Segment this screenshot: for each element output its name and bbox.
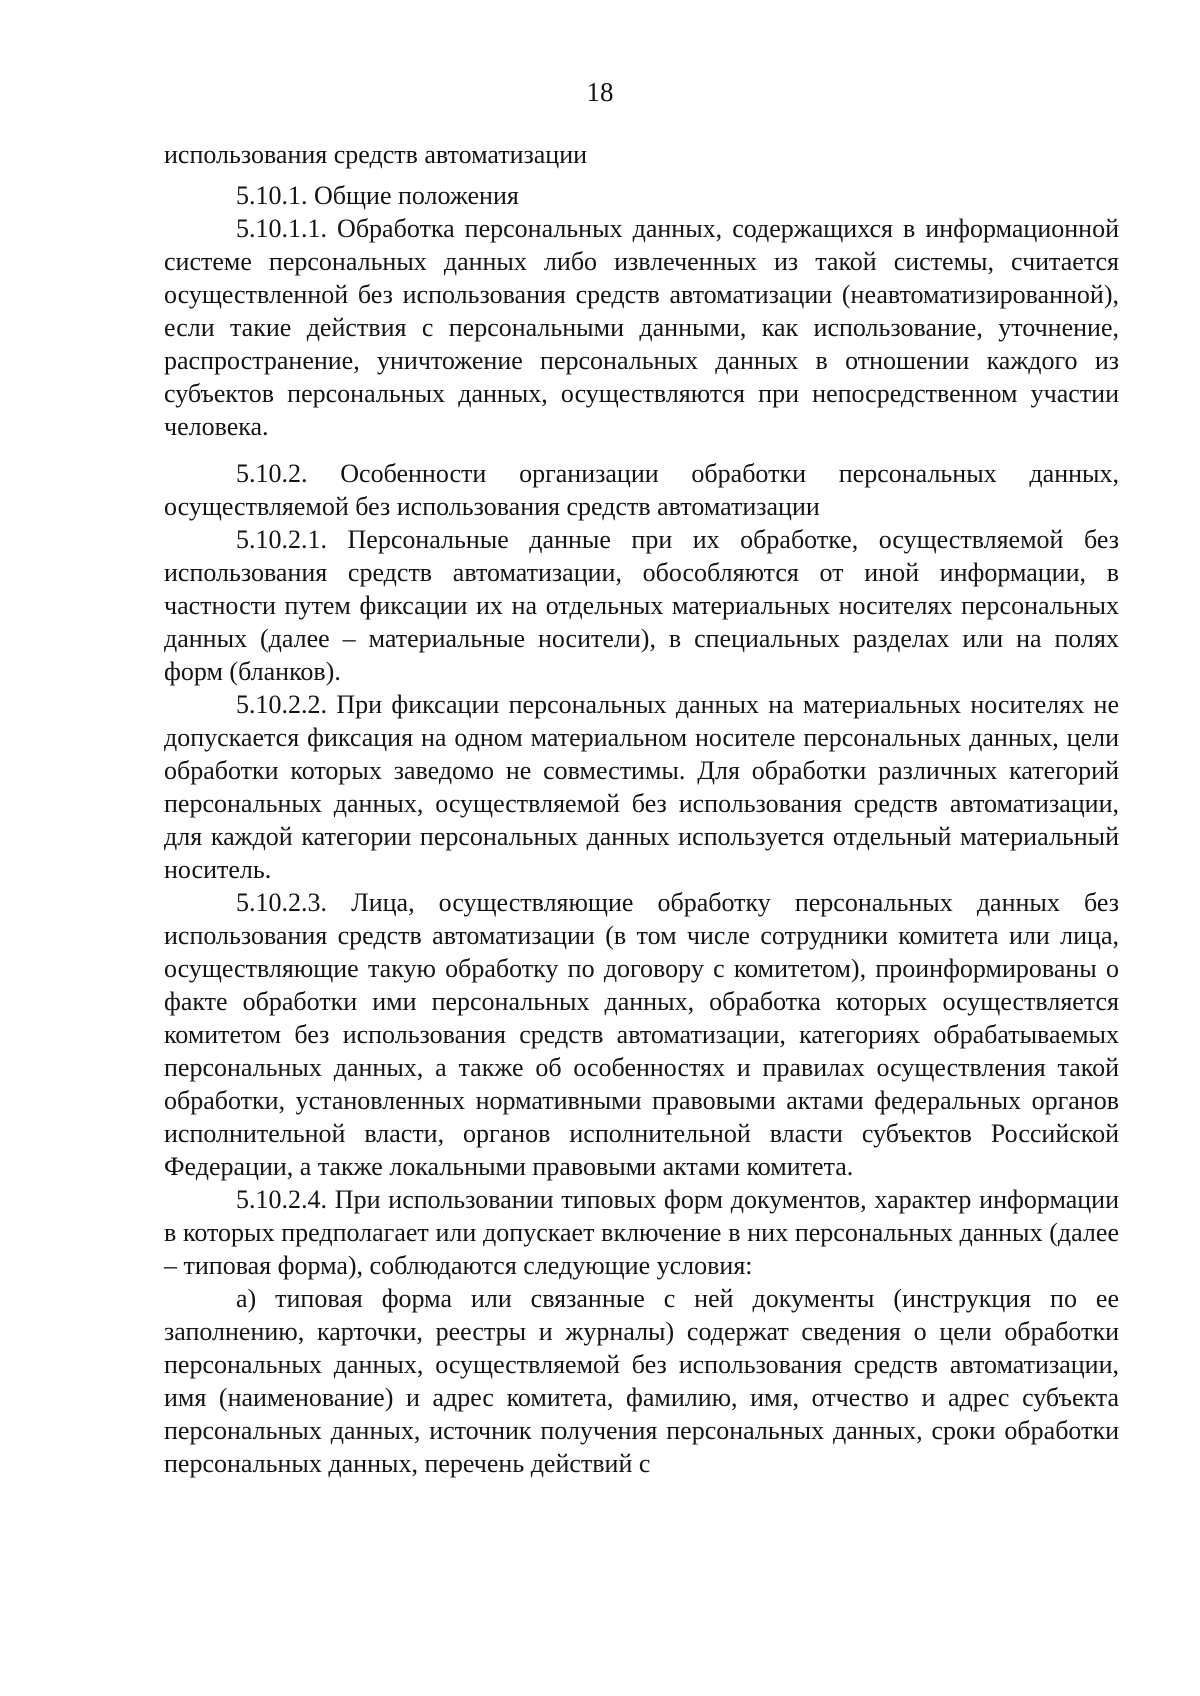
section-heading-5-10-1: 5.10.1. Общие положения [236,181,519,210]
section-heading-5-10-2: 5.10.2. Особенности организации обработки персональных данных, осуществляемой без использования средств автоматизации [164,459,1119,521]
paragraph-5-10-2-2: 5.10.2.2. При фиксации персональных данных на материальных носителях не допускается фиксация на одном материальном носителе персональных данных, цели обработки которых заведомо не совместимы. Для обработки различных категорий персональных данных, осуществляемой без использования средств автоматизации, для каждой категории персональных данных используется отдельный материальный носитель. [164,690,1119,884]
paragraph-5-10-2-3: 5.10.2.3. Лица, осуществляющие обработку персональных данных без использования средств автоматизации (в том числе сотрудники комитета или лица, осуществляющие такую обработку по договору с комитетом), проинформированы о факте обработки ими персональных данных, обработка которых осуществляется комитетом без использования средств автоматизации, категориях обрабатываемых персональных данных, а также об особенностях и правилах осуществления такой обработки, установленных нормативными правовыми актами федеральных органов исполнительной власти, органов исполнительной власти субъектов Российской Федерации, а также локальными правовыми актами комитета. [164,888,1119,1181]
page-number: 18 [586,77,614,107]
list-item-a: а) типовая форма или связанные с ней документы (инструкция по ее заполнению, карточки, реестры и журналы) содержат сведения о цели обработки персональных данных, осуществляемой без использования средств автоматизации, имя (наименование) и адрес комитета, фамилию, имя, отчество и адрес субъекта персональных данных, источник получения персональных данных, сроки обработки персональных данных, перечень действий с [164,1284,1119,1478]
paragraph-5-10-1-1: 5.10.1.1. Обработка персональных данных, содержащихся в информационной системе персональных данных либо извлеченных из такой системы, считается осуществленной без использования средств автоматизации (неавтоматизированной), если такие действия с персональными данными, как использование, уточнение, распространение, уничтожение персональных данных в отношении каждого из субъектов персональных данных, осуществляются при непосредственном участии человека. [164,214,1119,441]
paragraph-5-10-2-1: 5.10.2.1. Персональные данные при их обработке, осуществляемой без использования средств автоматизации, обособляются от иной информации, в частности путем фиксации их на отдельных материальных носителях персональных данных (далее – материальные носители), в специальных разделах или на полях форм (бланков). [164,525,1119,686]
document-body [164,138,1119,1480]
paragraph-5-10-2-4: 5.10.2.4. При использовании типовых форм документов, характер информации в которых предполагает или допускает включение в них персональных данных (далее – типовая форма), соблюдаются следующие условия: [164,1185,1119,1280]
paragraph-continuation: использования средств автоматизации [164,140,588,169]
